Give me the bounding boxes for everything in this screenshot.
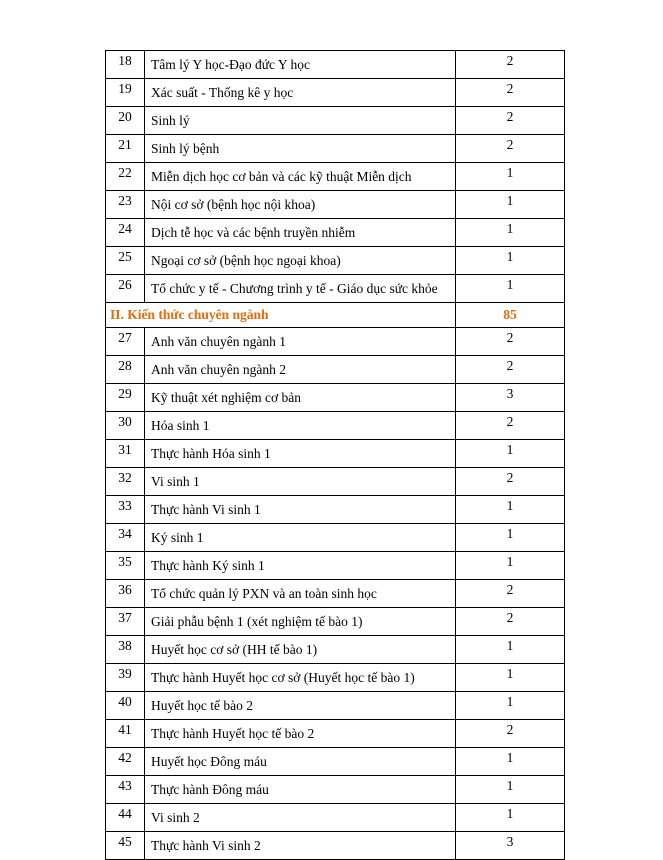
course-credits: 1 [456, 219, 565, 247]
table-row [106, 832, 565, 860]
table-row [106, 275, 565, 303]
table-row [106, 664, 565, 692]
course-name: Thực hành Ký sinh 1 [145, 552, 456, 580]
row-number: 33 [106, 496, 145, 524]
course-credits: 3 [456, 832, 565, 860]
course-name: Thực hành Huyết học cơ sở (Huyết học tế bào 1) [145, 664, 456, 692]
table-row [106, 219, 565, 247]
course-name: Xác suất - Thống kê y học [145, 79, 456, 107]
row-number: 21 [106, 135, 145, 163]
course-credits: 2 [456, 580, 565, 608]
table-row [106, 107, 565, 135]
course-credits: 1 [456, 275, 565, 303]
course-name: Kỹ thuật xét nghiệm cơ bản [145, 384, 456, 412]
course-name: Thực hành Vi sinh 2 [145, 832, 456, 860]
section-header-row [106, 303, 565, 328]
course-credits: 1 [456, 776, 565, 804]
row-number: 30 [106, 412, 145, 440]
table-row [106, 636, 565, 664]
table-row [106, 776, 565, 804]
course-credits: 1 [456, 524, 565, 552]
row-number: 36 [106, 580, 145, 608]
table-row [106, 135, 565, 163]
row-number: 28 [106, 356, 145, 384]
row-number: 37 [106, 608, 145, 636]
course-name: Thực hành Huyết học tế bào 2 [145, 720, 456, 748]
table-row [106, 552, 565, 580]
row-number: 39 [106, 664, 145, 692]
course-name: Nội cơ sở (bệnh học nội khoa) [145, 191, 456, 219]
row-number: 18 [106, 51, 145, 79]
row-number: 43 [106, 776, 145, 804]
course-credits: 1 [456, 664, 565, 692]
row-number: 22 [106, 163, 145, 191]
section-credits: 85 [456, 303, 565, 328]
course-name: Vi sinh 1 [145, 468, 456, 496]
course-credits: 1 [456, 163, 565, 191]
course-credits: 3 [456, 384, 565, 412]
row-number: 40 [106, 692, 145, 720]
course-credits: 2 [456, 135, 565, 163]
row-number: 38 [106, 636, 145, 664]
table-row [106, 440, 565, 468]
course-name: Huyết học Đông máu [145, 748, 456, 776]
course-credits: 2 [456, 412, 565, 440]
course-name: Tổ chức quản lý PXN và an toàn sinh học [145, 580, 456, 608]
row-number: 41 [106, 720, 145, 748]
table-row [106, 384, 565, 412]
course-name: Thực hành Hóa sinh 1 [145, 440, 456, 468]
row-number: 19 [106, 79, 145, 107]
course-name: Hóa sinh 1 [145, 412, 456, 440]
row-number: 27 [106, 328, 145, 356]
table-row [106, 412, 565, 440]
table-row [106, 524, 565, 552]
course-name: Anh văn chuyên ngành 2 [145, 356, 456, 384]
section-title: II. Kiến thức chuyên ngành [106, 303, 456, 328]
course-name: Vi sinh 2 [145, 804, 456, 832]
course-name: Giải phẫu bệnh 1 (xét nghiệm tế bào 1) [145, 608, 456, 636]
row-number: 20 [106, 107, 145, 135]
course-name: Dịch tễ học và các bệnh truyền nhiễm [145, 219, 456, 247]
table-row [106, 191, 565, 219]
row-number: 32 [106, 468, 145, 496]
row-number: 25 [106, 247, 145, 275]
table-row [106, 580, 565, 608]
table-row [106, 748, 565, 776]
course-name: Miễn dịch học cơ bản và các kỹ thuật Miễn dịch [145, 163, 456, 191]
course-credits: 2 [456, 51, 565, 79]
table-row [106, 79, 565, 107]
course-name: Ký sinh 1 [145, 524, 456, 552]
table-row [106, 51, 565, 79]
course-credits: 2 [456, 468, 565, 496]
table-row [106, 496, 565, 524]
course-name: Ngoại cơ sở (bệnh học ngoại khoa) [145, 247, 456, 275]
row-number: 29 [106, 384, 145, 412]
row-number: 23 [106, 191, 145, 219]
course-name: Tổ chức y tế - Chương trình y tế - Giáo dục sức khỏe [145, 275, 456, 303]
row-number: 31 [106, 440, 145, 468]
row-number: 42 [106, 748, 145, 776]
course-credits: 2 [456, 107, 565, 135]
course-credits: 2 [456, 79, 565, 107]
course-credits: 2 [456, 720, 565, 748]
table-row [106, 247, 565, 275]
row-number: 26 [106, 275, 145, 303]
course-credits: 1 [456, 804, 565, 832]
curriculum-table [105, 50, 565, 860]
table-row [106, 328, 565, 356]
course-credits: 2 [456, 356, 565, 384]
course-credits: 1 [456, 636, 565, 664]
row-number: 24 [106, 219, 145, 247]
course-name: Anh văn chuyên ngành 1 [145, 328, 456, 356]
row-number: 45 [106, 832, 145, 860]
course-credits: 1 [456, 552, 565, 580]
course-credits: 1 [456, 692, 565, 720]
course-credits: 2 [456, 608, 565, 636]
course-credits: 1 [456, 748, 565, 776]
course-credits: 1 [456, 496, 565, 524]
course-name: Tâm lý Y học-Đạo đức Y học [145, 51, 456, 79]
row-number: 35 [106, 552, 145, 580]
row-number: 34 [106, 524, 145, 552]
course-credits: 1 [456, 440, 565, 468]
course-credits: 2 [456, 328, 565, 356]
course-name: Thực hành Đông máu [145, 776, 456, 804]
course-name: Sinh lý [145, 107, 456, 135]
table-row [106, 356, 565, 384]
course-name: Huyết học tế bào 2 [145, 692, 456, 720]
table-row [106, 468, 565, 496]
course-name: Huyết học cơ sở (HH tế bào 1) [145, 636, 456, 664]
table-row [106, 608, 565, 636]
table-row [106, 720, 565, 748]
table-row [106, 163, 565, 191]
row-number: 44 [106, 804, 145, 832]
course-name: Thực hành Vi sinh 1 [145, 496, 456, 524]
table-row [106, 692, 565, 720]
course-credits: 1 [456, 247, 565, 275]
curriculum-table-body [106, 51, 565, 860]
course-credits: 1 [456, 191, 565, 219]
table-row [106, 804, 565, 832]
course-name: Sinh lý bệnh [145, 135, 456, 163]
